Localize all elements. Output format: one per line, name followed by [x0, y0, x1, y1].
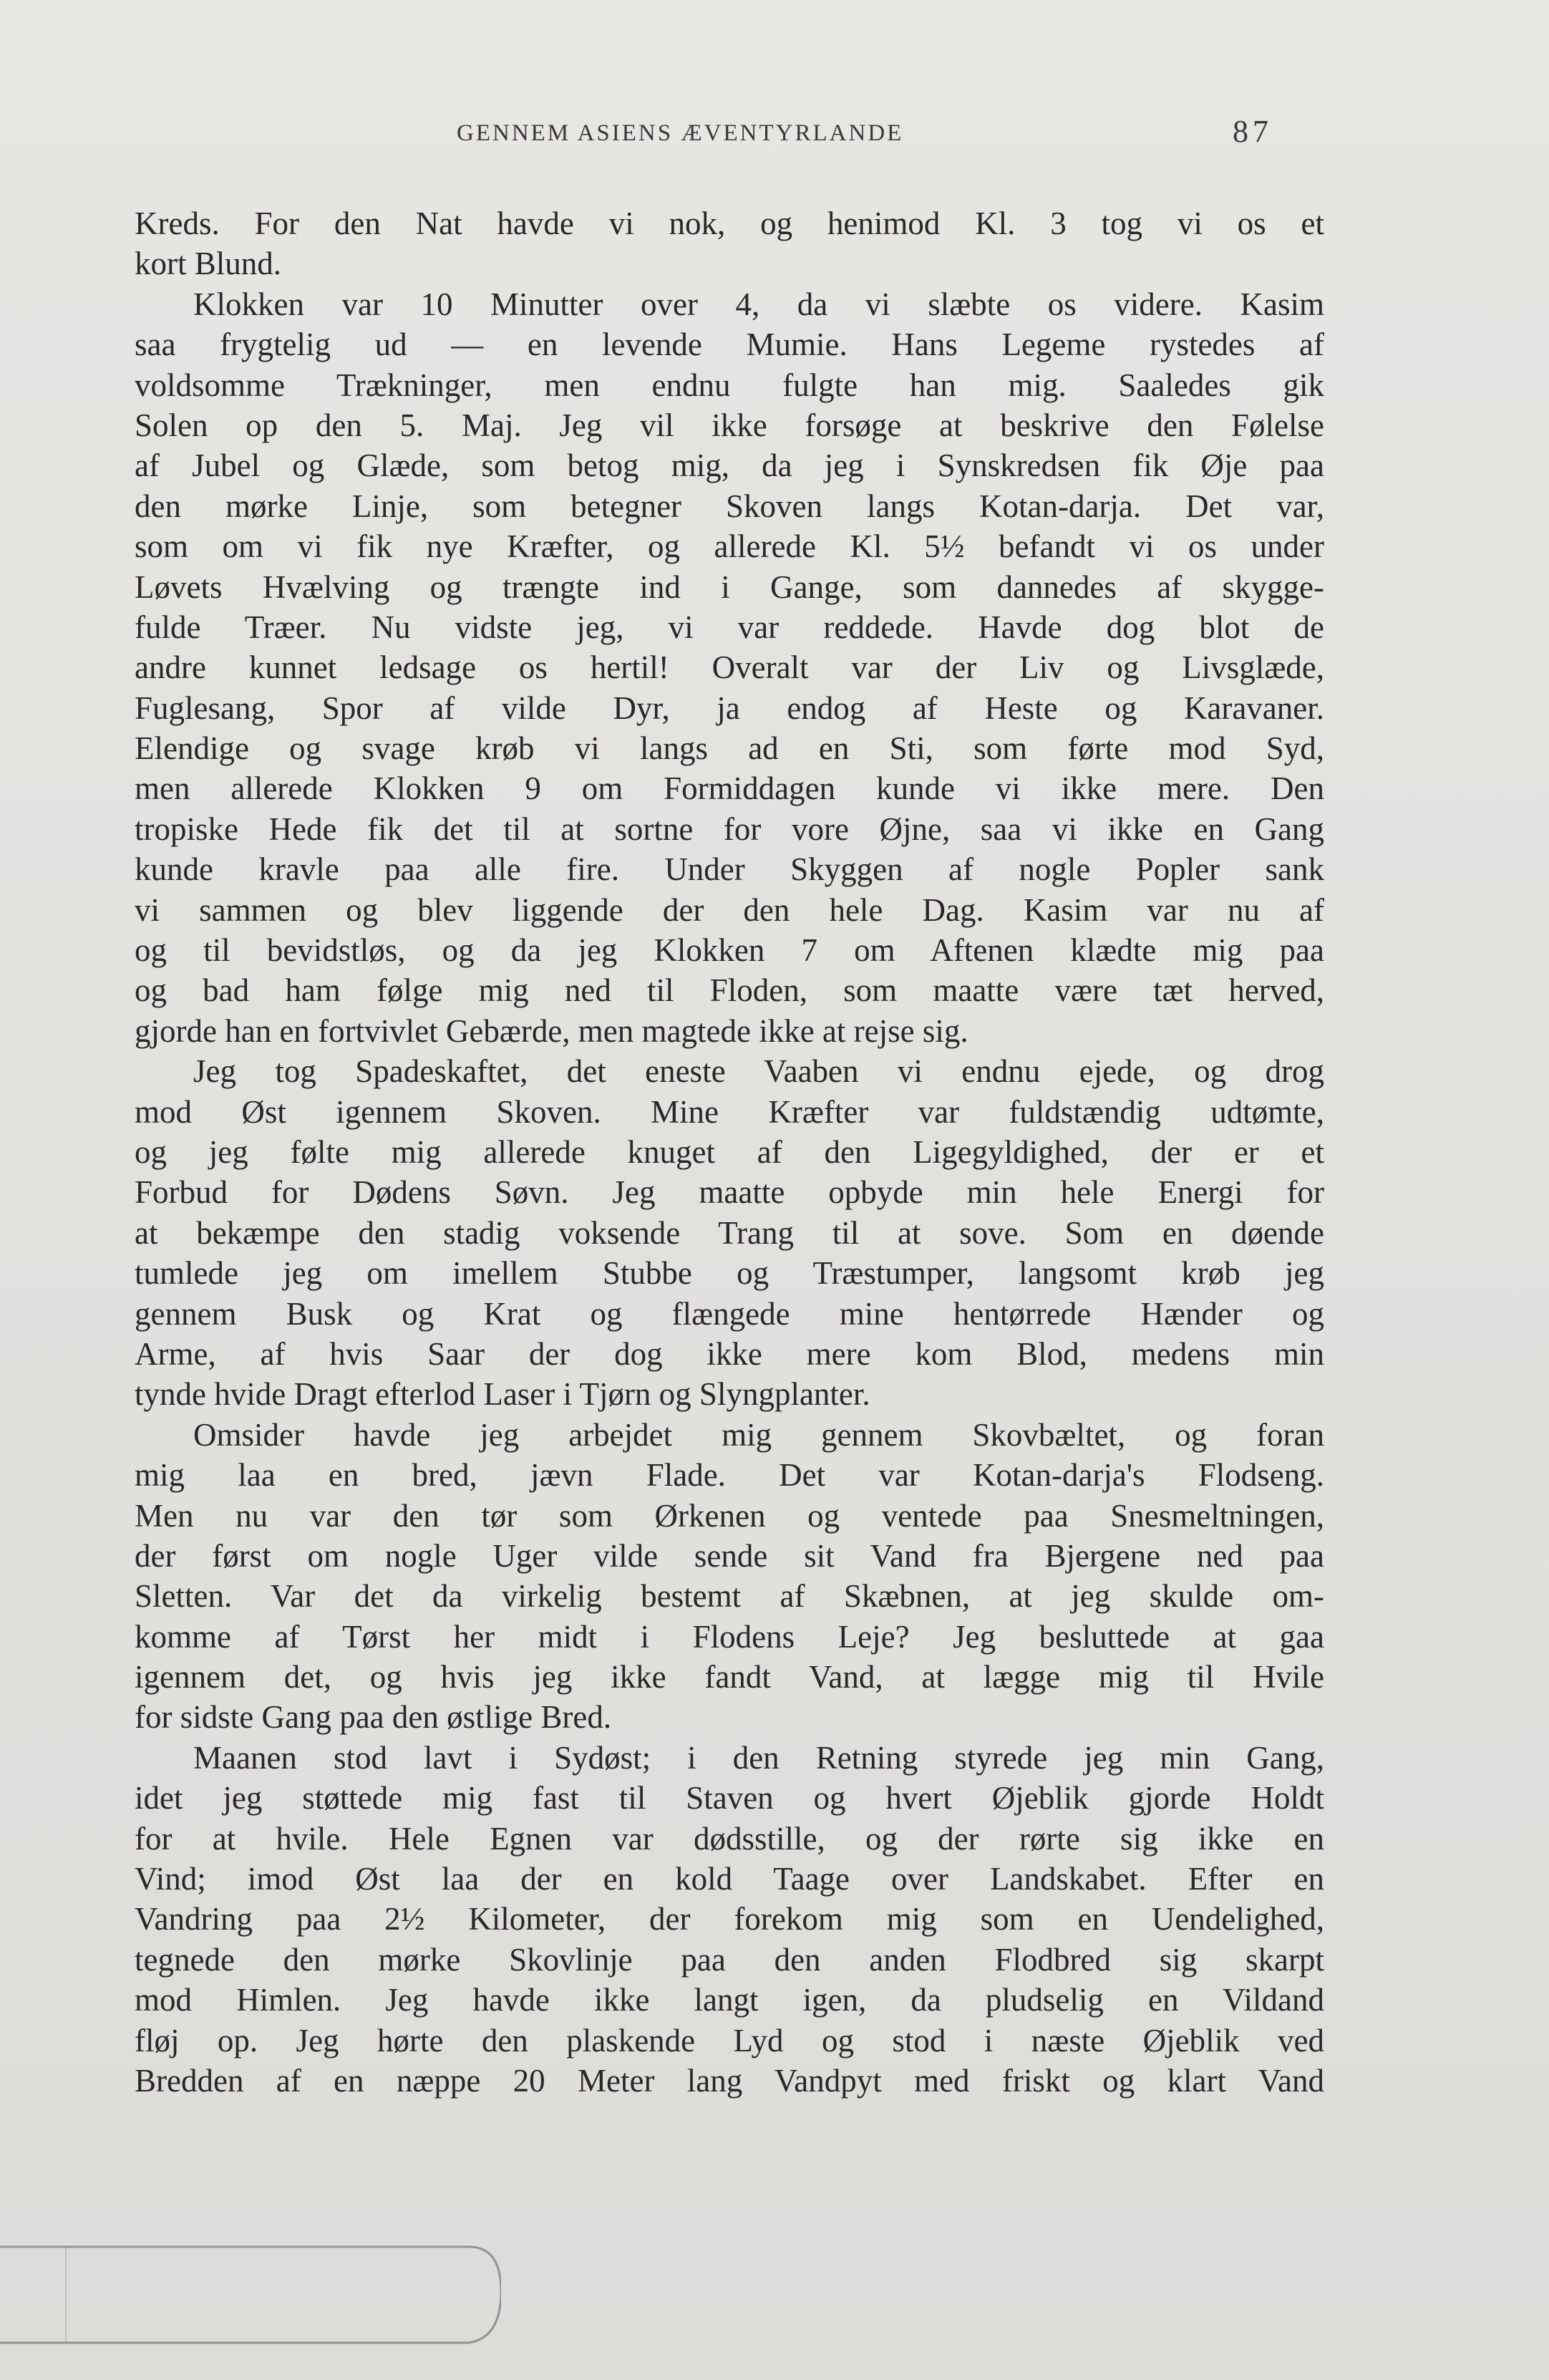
- text-line: andre kunnet ledsage os hertil! Overalt var der Liv og Livsglæde,: [135, 649, 1324, 686]
- text-line: mig laa en bred, jævn Flade. Det var Kotan-darja's Flodseng.: [135, 1457, 1324, 1494]
- text-line: komme af Tørst her midt i Flodens Leje? Jeg besluttede at gaa: [135, 1618, 1324, 1655]
- text-line: idet jeg støttede mig fast til Staven og hvert Øjeblik gjorde Holdt: [135, 1780, 1324, 1817]
- page-number: 87: [1233, 114, 1273, 149]
- text-line: for sidste Gang paa den østlige Bred.: [135, 1699, 612, 1736]
- text-line: Løvets Hvælving og trængte ind i Gange, som dannedes af skygge-: [135, 569, 1324, 605]
- text-line: der først om nogle Uger vilde sende sit Vand fra Bjergene ned paa: [135, 1537, 1324, 1574]
- text-line: og bad ham følge mig ned til Floden, som maatte være tæt herved,: [135, 972, 1324, 1009]
- text-line: vi sammen og blev liggende der den hele Dag. Kasim var nu af: [135, 891, 1324, 928]
- text-line: og jeg følte mig allerede knuget af den Ligegyldighed, der er et: [135, 1133, 1324, 1170]
- text-line: tegnede den mørke Skovlinje paa den anden Flodbred sig skarpt: [135, 1941, 1324, 1978]
- text-line: voldsomme Trækninger, men endnu fulgte han mig. Saaledes gik: [135, 367, 1324, 403]
- text-line: af Jubel og Glæde, som betog mig, da jeg i Synskredsen fik Øje paa: [135, 448, 1324, 484]
- text-line: Forbud for Dødens Søvn. Jeg maatte opbyde min hele Energi for: [135, 1174, 1324, 1211]
- text-line: Fuglesang, Spor af vilde Dyr, ja endog af Heste og Karavaner.: [135, 690, 1324, 726]
- text-line: Kreds. For den Nat havde vi nok, og henimod Kl. 3 tog vi os et: [135, 205, 1324, 241]
- text-line: som om vi fik nye Kræfter, og allerede Kl. 5½ befandt vi os under: [135, 528, 1324, 565]
- text-line: og til bevidstløs, og da jeg Klokken 7 om Aftenen klædte mig paa: [135, 932, 1324, 969]
- text-line: mod Øst igennem Skoven. Mine Kræfter var fuldstændig udtømte,: [135, 1093, 1324, 1130]
- text-line: Arme, af hvis Saar der dog ikke mere kom Blod, medens min: [135, 1335, 1324, 1372]
- text-line: kort Blund.: [135, 246, 282, 282]
- text-line: Vandring paa 2½ Kilometer, der forekom mig som en Uendelighed,: [135, 1901, 1324, 1938]
- text-line: Maanen stod lavt i Sydøst; i den Retning styrede jeg min Gang,: [193, 1739, 1324, 1776]
- body-text: [135, 203, 1324, 2101]
- page-header: [0, 114, 1549, 163]
- text-line: igennem det, og hvis jeg ikke fandt Vand, at lægge mig til Hvile: [135, 1659, 1324, 1695]
- text-line: tynde hvide Dragt efterlod Laser i Tjørn og Slyngplanter.: [135, 1376, 870, 1413]
- text-line: den mørke Linje, som betegner Skoven langs Kotan-darja. Det var,: [135, 488, 1324, 524]
- text-line: kunde kravle paa alle fire. Under Skyggen af nogle Popler sank: [135, 851, 1324, 888]
- text-line: saa frygtelig ud — en levende Mumie. Hans Legeme rystedes af: [135, 326, 1324, 363]
- text-line: tropiske Hede fik det til at sortne for vore Øjne, saa vi ikke en Gang: [135, 811, 1324, 847]
- text-line: gennem Busk og Krat og flængede mine hentørrede Hænder og: [135, 1295, 1324, 1332]
- text-line: Solen op den 5. Maj. Jeg vil ikke forsøge at beskrive den Følelse: [135, 407, 1324, 443]
- text-line: mod Himlen. Jeg havde ikke langt igen, da pludselig en Vildand: [135, 1982, 1324, 2018]
- text-line: tumlede jeg om imellem Stubbe og Træstumper, langsomt krøb jeg: [135, 1255, 1324, 1292]
- text-line: Jeg tog Spadeskaftet, det eneste Vaaben vi endnu ejede, og drog: [193, 1053, 1324, 1090]
- text-line: Men nu var den tør som Ørkenen og ventede paa Snesmeltningen,: [135, 1497, 1324, 1534]
- text-line: Vind; imod Øst laa der en kold Taage over Landskabet. Efter en: [135, 1861, 1324, 1897]
- running-title: GENNEM ASIENS ÆVENTYRLANDE: [457, 120, 904, 146]
- text-line: Klokken var 10 Minutter over 4, da vi slæbte os videre. Kasim: [193, 286, 1324, 322]
- text-line: Omsider havde jeg arbejdet mig gennem Skovbæltet, og foran: [193, 1416, 1324, 1453]
- text-line: for at hvile. Hele Egnen var dødsstille, og der rørte sig ikke en: [135, 1820, 1324, 1857]
- text-line: at bekæmpe den stadig voksende Trang til at sove. Som en døende: [135, 1214, 1324, 1251]
- text-line: Elendige og svage krøb vi langs ad en Sti, som førte mod Syd,: [135, 730, 1324, 767]
- text-line: men allerede Klokken 9 om Formiddagen kunde vi ikke mere. Den: [135, 770, 1324, 807]
- text-line: Sletten. Var det da virkelig bestemt af Skæbnen, at jeg skulde om-: [135, 1578, 1324, 1615]
- text-line: gjorde han en fortvivlet Gebærde, men magtede ikke at rejse sig.: [135, 1012, 968, 1049]
- text-line: fløj op. Jeg hørte den plaskende Lyd og stod i næste Øjeblik ved: [135, 2022, 1324, 2059]
- text-line: fulde Træer. Nu vidste jeg, vi var reddede. Havde dog blot de: [135, 609, 1324, 645]
- library-binding-mark: [0, 2241, 501, 2348]
- text-line: Bredden af en næppe 20 Meter lang Vandpyt med friskt og klart Vand: [135, 2062, 1324, 2099]
